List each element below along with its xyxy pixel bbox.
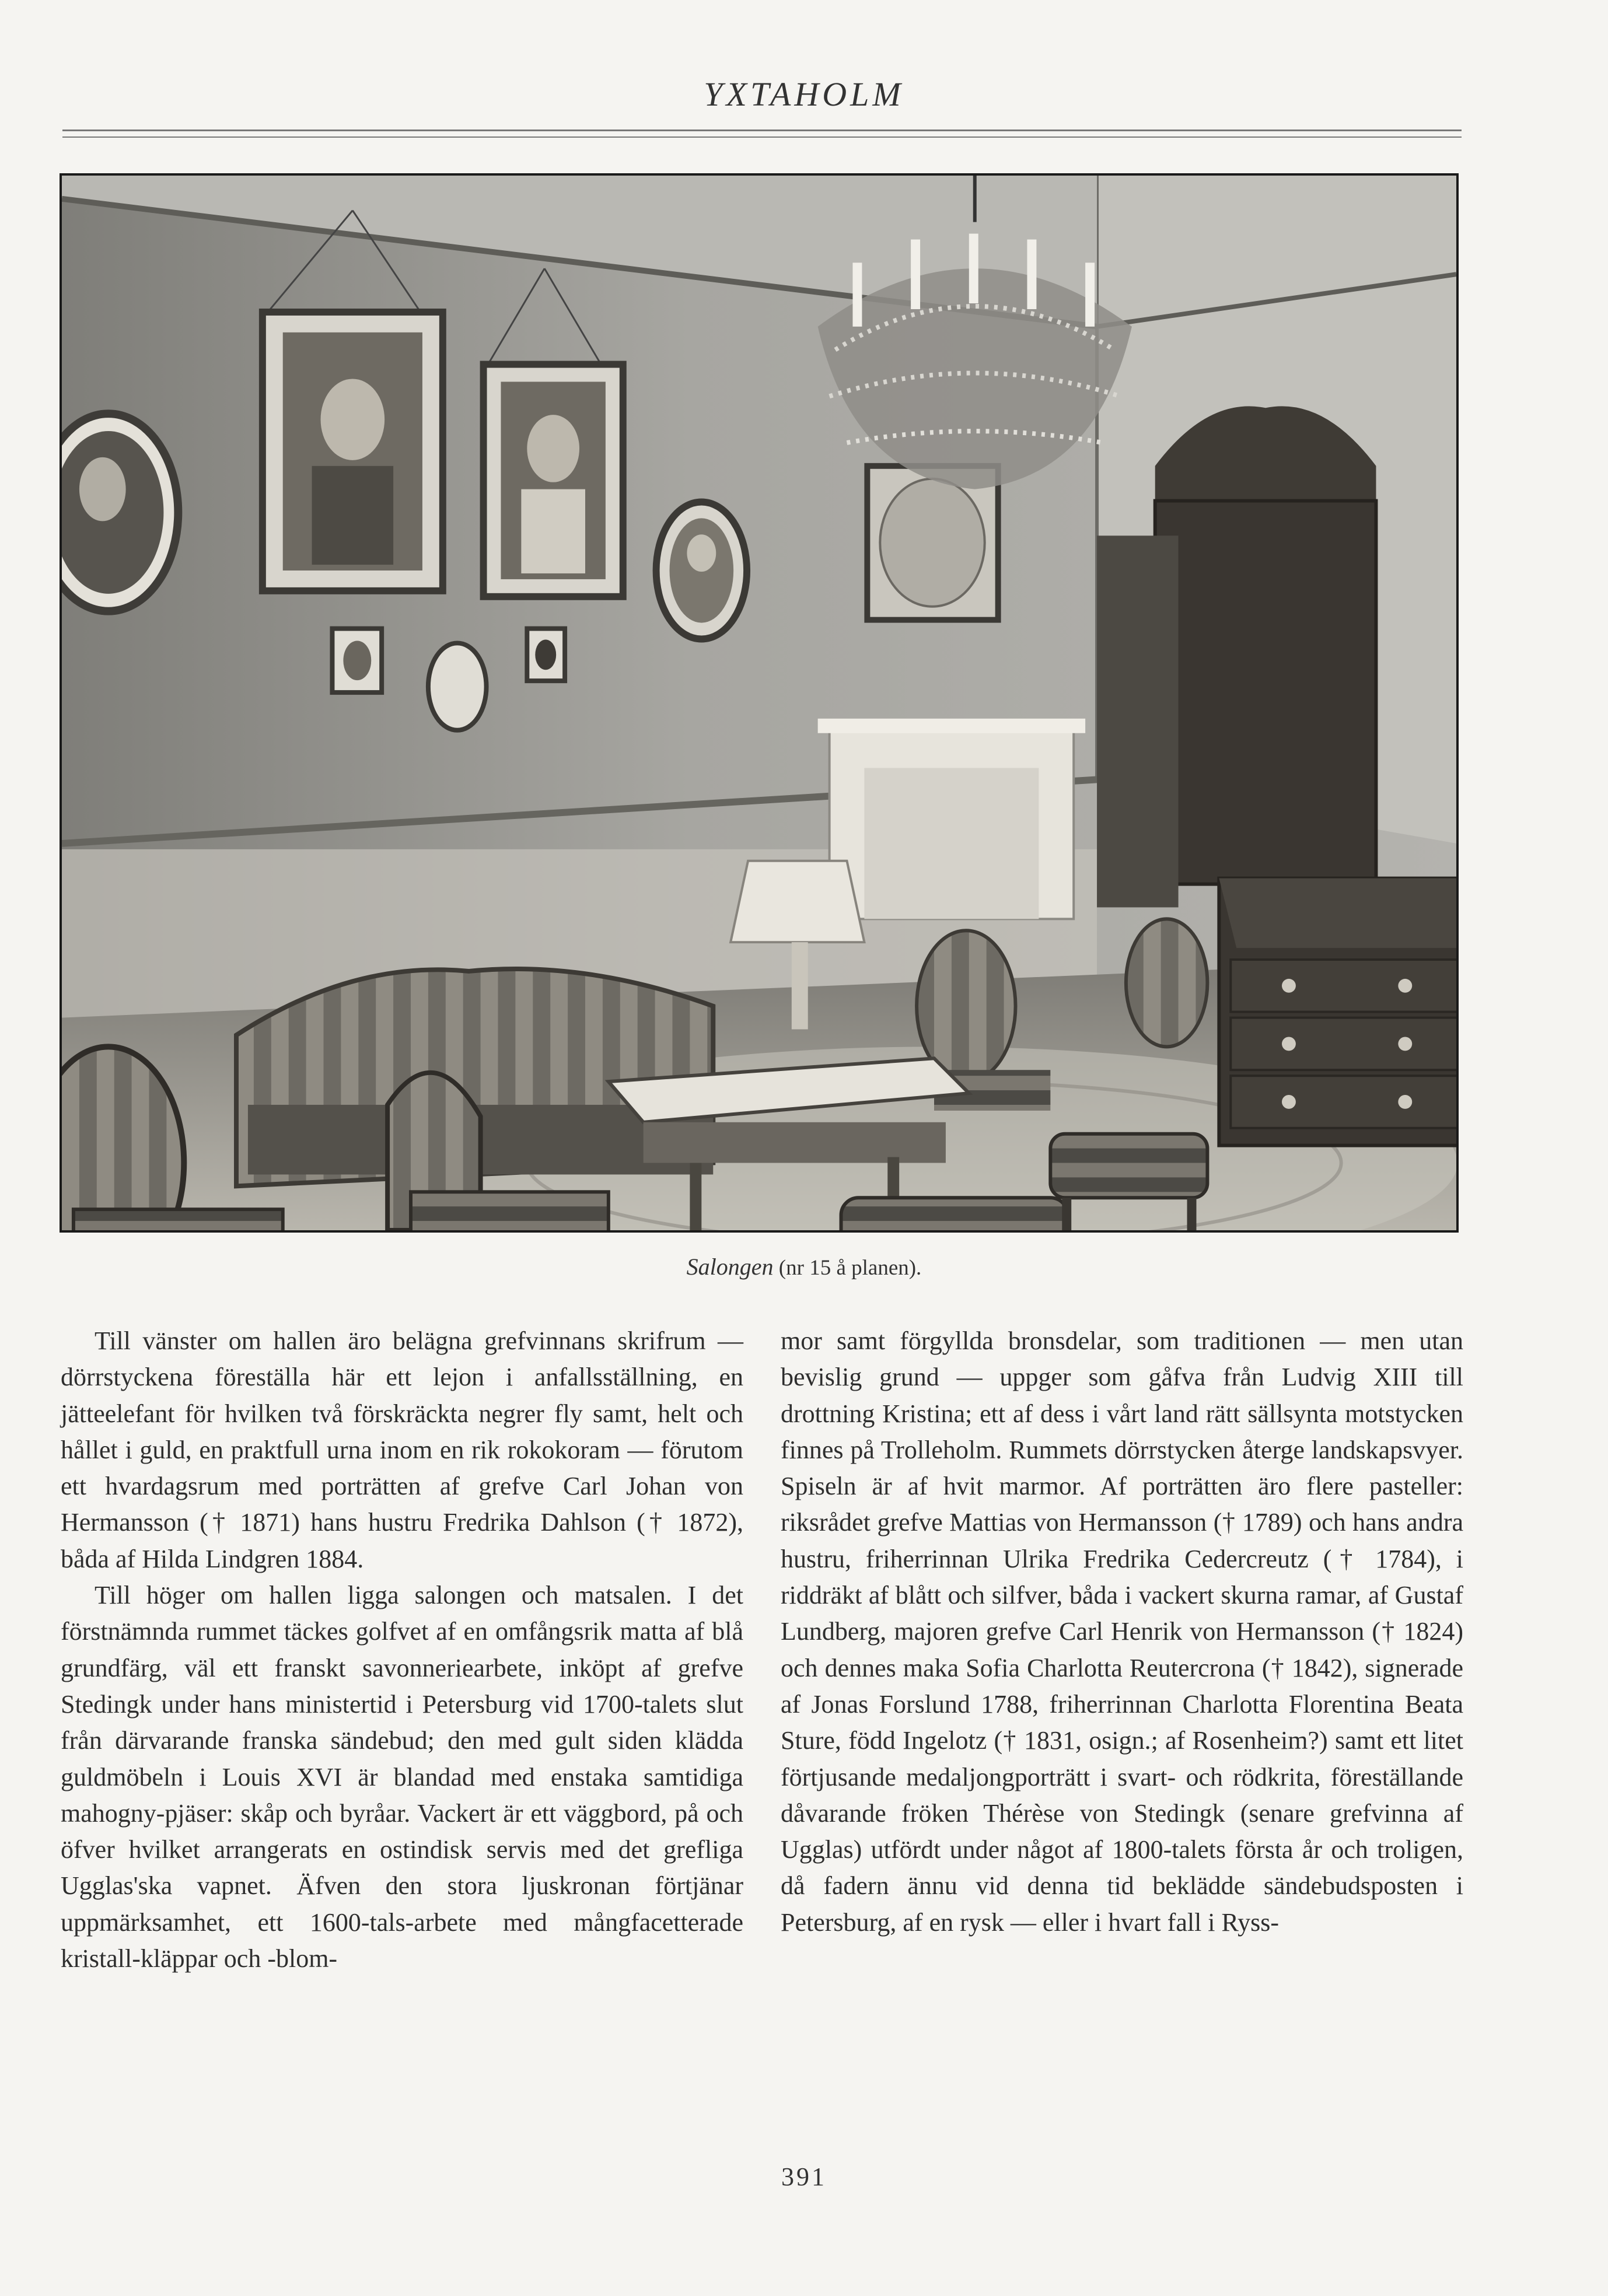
header-rule-thin: [62, 136, 1462, 138]
caption-note: (nr 15 å planen).: [778, 1256, 922, 1280]
caption-title: Salongen: [686, 1254, 774, 1280]
header-rule: [62, 130, 1462, 131]
salon-photograph: [60, 173, 1459, 1233]
text-column-right: [781, 1323, 1463, 1941]
text-column-left: [61, 1323, 743, 1977]
salon-photograph-drawing: [62, 176, 1456, 1230]
page-number: 391: [781, 2162, 827, 2191]
plate-caption: [0, 1253, 1608, 1280]
paragraph: Till vänster om hallen äro belägna grefvinnans skrifrum — dörrstyckena föreställa här ett lejon i anfallsställning, en jätteelefant för hvilken två förskräckta negrer fly samt, helt och hållet i guld, en praktfull urna inom en rik rokokoram — förutom ett hvardagsrum med porträtten af grefve Carl Johan von Hermansson († 1871) hans hustru Fredrika Dahlson († 1872), båda af Hilda Lindgren 1884.: [61, 1326, 743, 1573]
paragraph: Till höger om hallen ligga salongen och matsalen. I det förstnämnda rummet täckes golfvet af en omfångsrik matta af blå grundfärg, väl ett franskt savonneriearbete, inköpt af grefve Stedingk under hans ministertid i Petersburg vid 1700-talets slut från därvarande franska sändebud; den med gult siden klädda guldmöbeln i Louis XVI är blandad med enstaka samtidiga mahogny-pjäser: skåp och byråar. Vackert är ett väggbord, på och öfver hvilket arrangerats en ostindisk servis med det grefliga Ugglas'ska vapnet. Äfven den stora ljuskronan förtjänar uppmärksamhet, ett 1600-tals-arbete med mångfacetterade kristall-kläppar och -blom-: [61, 1581, 743, 1973]
running-head: YXTAHOLM: [704, 75, 904, 113]
paragraph: mor samt förgyllda bronsdelar, som traditionen — men utan bevislig grund — uppger som gåfva från Ludvig XIII till drottning Kristina; ett af dess i vårt land rätt sällsynta motstycken finnes på Trolleholm. Rummets dörrstycken återge landskapsvyer. Spiseln är af hvit marmor. Af porträtten äro flere pasteller: riksrådet grefve Mattias von Hermansson († 1789) och hans andra hustru, friherrinnan Ulrika Fredrika Cedercreutz († 1784), i riddräkt af blått och silfver, båda i vackert skurna ramar, af Gustaf Lundberg, majoren grefve Carl Henrik von Hermansson († 1824) och dennes maka Sofia Charlotta Reutercrona († 1842), signerade af Jonas Forslund 1788, friherrinnan Charlotta Florentina Beata Sture, född Ingelotz († 1831, osign.; af Rosenheim?) samt ett litet förtjusande medaljongporträtt i svart- och rödkrita, föreställande dåvarande fröken Thérèse von Stedingk (senare grefvinna af Ugglas) utfördt under något af 1800-talets första år och troligen, då fadern ännu vid denna tid beklädde sändebudsposten i Petersburg, af en rysk — eller i hvart fall i Ryss-: [781, 1326, 1463, 1937]
